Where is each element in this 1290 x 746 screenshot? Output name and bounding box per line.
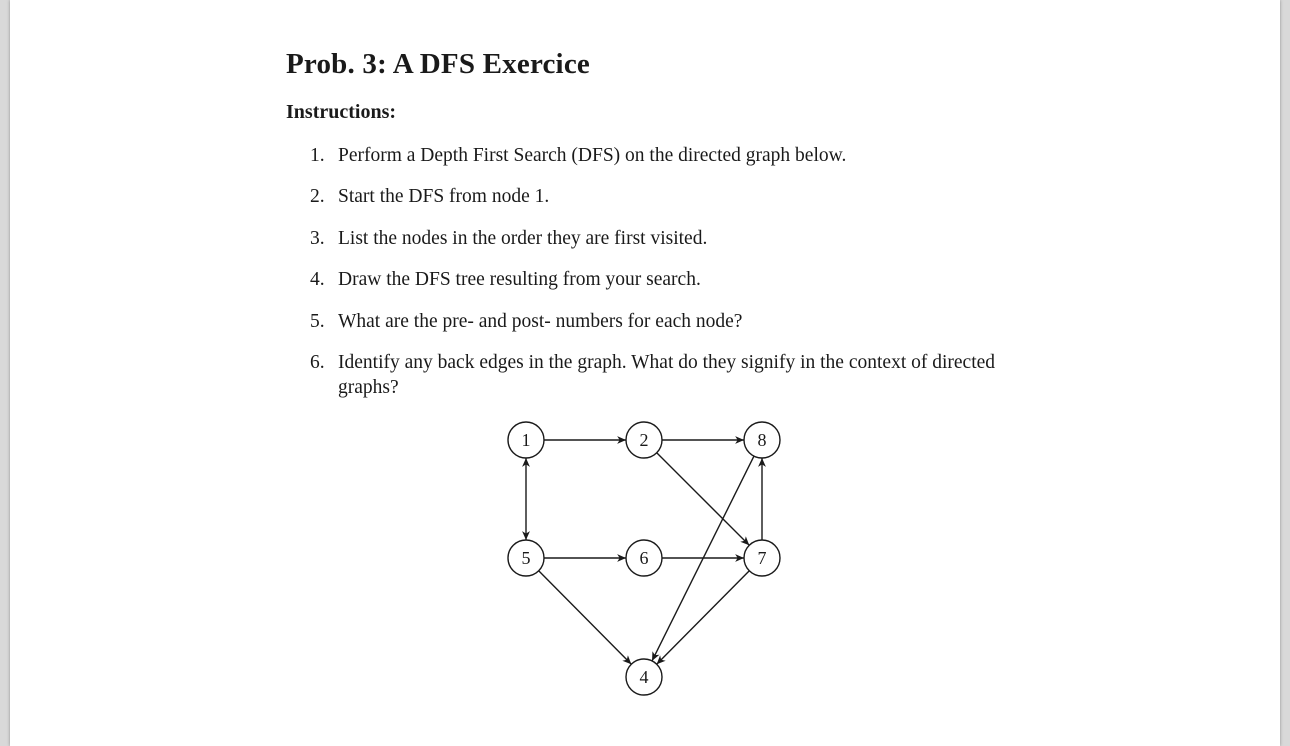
list-item-text: List the nodes in the order they are first visited. [338, 228, 708, 249]
graph-edge-5-4 [539, 571, 632, 664]
graph-node-6 [626, 540, 662, 576]
graph-node-7 [744, 540, 780, 576]
graph-node-label: 5 [521, 548, 531, 568]
graph-node-5 [508, 540, 544, 576]
list-item-text: Perform a Depth First Search (DFS) on the directed graph below. [338, 145, 847, 166]
list-item-number: 1. [310, 145, 325, 166]
graph-node-label: 8 [757, 430, 767, 450]
graph-node-4 [626, 659, 662, 695]
list-item-text: What are the pre- and post- numbers for each node? [338, 311, 743, 332]
instructions-heading: Instructions: [286, 101, 397, 123]
graph-node-label: 7 [757, 548, 767, 568]
graph-edge-7-4 [657, 571, 750, 664]
graph-node-label: 2 [639, 430, 649, 450]
graph-node-2 [626, 422, 662, 458]
directed-graph [10, 0, 1280, 746]
list-item-number: 5. [310, 311, 325, 332]
list-item-text: Draw the DFS tree resulting from your search. [338, 269, 701, 290]
problem-title: Prob. 3: A DFS Exercice [286, 48, 590, 80]
list-item-text: Identify any back edges in the graph. What do they signify in the context of directed graphs? [338, 352, 996, 398]
document-page [10, 0, 1280, 746]
graph-node-label: 1 [521, 430, 531, 450]
list-item-number: 2. [310, 186, 325, 207]
list-item-number: 6. [310, 352, 325, 373]
list-item-number: 3. [310, 228, 325, 249]
list-item-number: 4. [310, 269, 325, 290]
list-item-text: Start the DFS from node 1. [338, 186, 550, 207]
graph-edge-2-7 [657, 453, 750, 546]
graph-node-1 [508, 422, 544, 458]
graph-node-label: 6 [639, 548, 649, 568]
graph-node-8 [744, 422, 780, 458]
graph-node-label: 4 [639, 667, 649, 687]
